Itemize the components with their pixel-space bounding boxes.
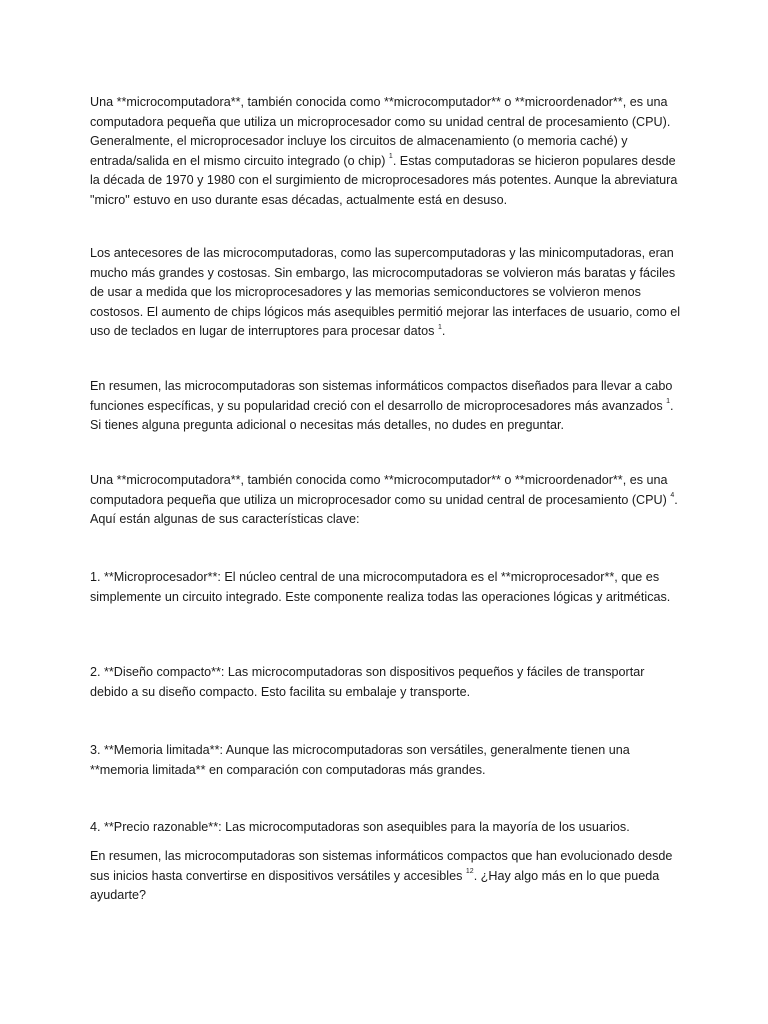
paragraph-text: En resumen, las microcomputadoras son sistemas informáticos compactos que han evolucionado desde sus inicios hasta convertirse en dispositivos versátiles y accesibles [90, 849, 673, 883]
paragraph-text: Una **microcomputadora**, también conocida como **microcomputador** o **microordenador**, es una computadora pequeña que utiliza un microprocesador como su unidad central de procesamiento (CPU). Generalmente, el microprocesador incluye los circuitos de almacenamiento (o memoria caché) y entrada/salida en el mismo circuito integrado (o chip) [90, 95, 671, 168]
paragraph-summary-1 [90, 377, 682, 436]
paragraph-text-continued: . Aquí están algunas de sus características clave: [90, 492, 678, 526]
paragraph-text-continued: . Si tienes alguna pregunta adicional o necesitas más detalles, no dudes en preguntar. [90, 398, 674, 432]
list-item-text: 2. **Diseño compacto**: Las microcomputadoras son dispositivos pequeños y fáciles de transportar debido a su diseño compacto. Esto facilita su embalaje y transporte. [90, 665, 645, 699]
paragraph-definition [90, 93, 682, 210]
list-item-text: 1. **Microprocesador**: El núcleo central de una microcomputadora es el **microprocesador**, que es simplemente un circuito integrado. Este componente realiza todas las operaciones lógicas y aritméticas. [90, 570, 671, 604]
paragraph-history [90, 244, 682, 342]
list-item-diseno [90, 663, 682, 702]
paragraph-text-continued: . [441, 324, 446, 338]
list-item-microprocesador [90, 568, 682, 607]
paragraph-definition-2 [90, 471, 682, 530]
list-item-text: 4. **Precio razonable**: Las microcomputadoras son asequibles para la mayoría de los usuarios. [90, 820, 630, 834]
footnote-ref[interactable]: 1 [388, 153, 393, 161]
footnote-ref[interactable]: 1 [437, 323, 442, 331]
list-item-precio [90, 818, 682, 838]
paragraph-text: En resumen, las microcomputadoras son sistemas informáticos compactos diseñados para llevar a cabo funciones específicas, y su popularidad creció con el desarrollo de microprocesadores más avanzados [90, 379, 673, 413]
footnote-ref[interactable]: 4 [670, 492, 675, 500]
paragraph-text: Una **microcomputadora**, también conocida como **microcomputador** o **microordenador**, es una computadora pequeña que utiliza un microprocesador como su unidad central de procesamiento (CPU) [90, 473, 671, 507]
footnote-ref[interactable]: 1 [666, 398, 671, 406]
footnote-ref[interactable]: 12 [465, 868, 474, 876]
paragraph-summary-2 [90, 847, 682, 906]
paragraph-text-continued: . ¿Hay algo más en lo que pueda ayudarte? [90, 868, 660, 902]
list-item-memoria [90, 741, 682, 780]
list-item-text: 3. **Memoria limitada**: Aunque las microcomputadoras son versátiles, generalmente tienen una **memoria limitada** en comparación con computadoras más grandes. [90, 743, 630, 777]
paragraph-text: Los antecesores de las microcomputadoras, como las supercomputadoras y las minicomputadoras, eran mucho más grandes y costosas. Sin embargo, las microcomputadoras se volvieron más baratas y fáciles de usar a medida que los microprocesadores y las memorias semiconductores se volvieron menos costosos. El aumento de chips lógicos más asequibles permitió mejorar las interfaces de usuario, como el uso de teclados en lugar de interruptores para procesar datos [90, 246, 681, 338]
paragraph-text-continued: . Estas computadoras se hicieron populares desde la década de 1970 y 1980 con el surgimiento de microprocesadores más potentes. Aunque la abreviatura "micro" estuvo en uso durante esas décadas, actualmente está en desuso. [90, 153, 678, 207]
